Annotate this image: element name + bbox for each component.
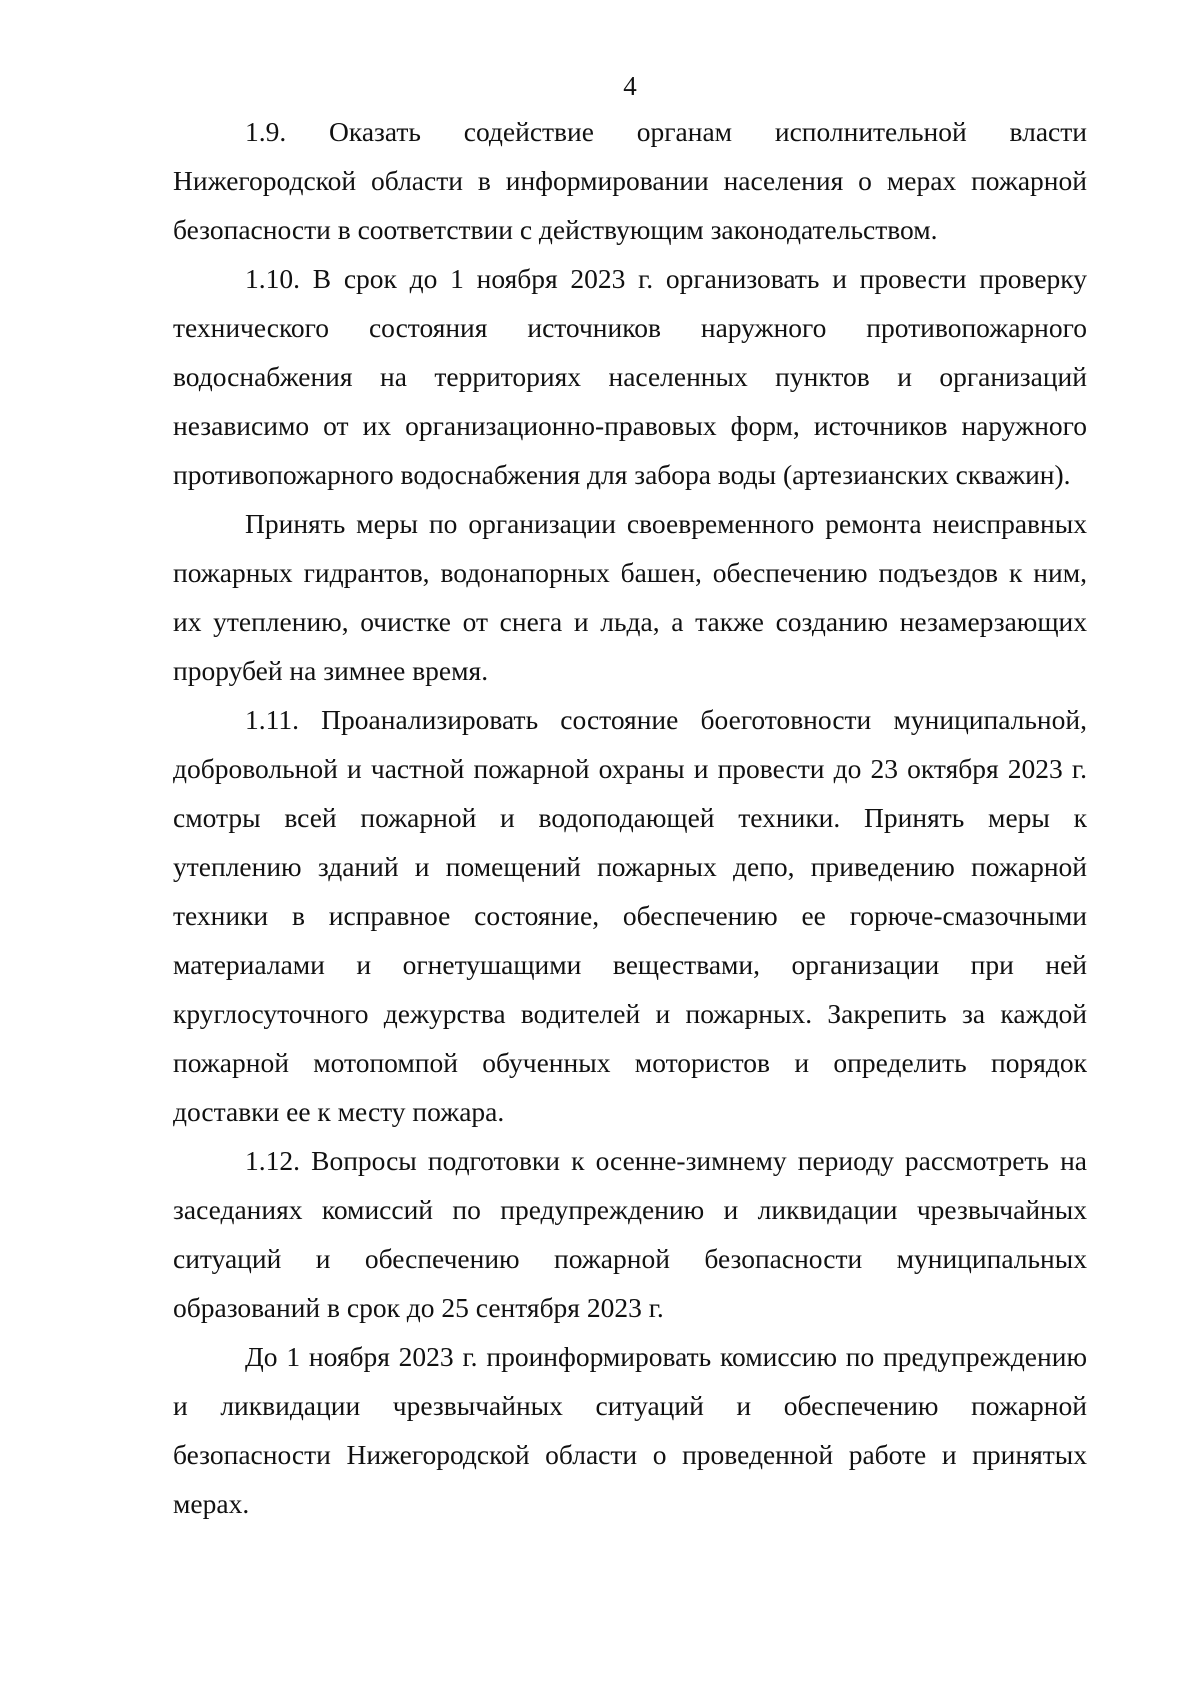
page-number: 4 [623, 71, 637, 101]
paragraph-1-9: 1.9. Оказать содействие органам исполнительной власти Нижегородской области в информировании населения о мерах пожарной безопасности в соответствии с действующим законодательством. [173, 116, 1087, 245]
paragraph-1-12-continued: До 1 ноября 2023 г. проинформировать комиссию по предупреждению и ликвидации чрезвычайных ситуаций и обеспечению пожарной безопасности Нижегородской области о проведенной работе и принятых мерах. [173, 1341, 1087, 1519]
paragraph-1-12: 1.12. Вопросы подготовки к осенне-зимнему периоду рассмотреть на заседаниях комиссий по предупреждению и ликвидации чрезвычайных ситуаций и обеспечению пожарной безопасности муниципальных образований в срок до 25 сентября 2023 г. [173, 1145, 1087, 1323]
paragraph-1-10: 1.10. В срок до 1 ноября 2023 г. организовать и провести проверку технического состояния источников наружного противопожарного водоснабжения на территориях населенных пунктов и организаций независимо от их организационно-правовых форм, источников наружного противопожарного водоснабжения для забора воды (артезианских скважин). [173, 263, 1087, 490]
paragraph-1-11: 1.11. Проанализировать состояние боеготовности муниципальной, добровольной и частной пожарной охраны и провести до 23 октября 2023 г. смотры всей пожарной и водоподающей техники. Принять меры к утеплению зданий и помещений пожарных депо, приведению пожарной техники в исправное состояние, обеспечению ее горюче-смазочными материалами и огнетушащими веществами, организации при ней круглосуточного дежурства водителей и пожарных. Закрепить за каждой пожарной мотопомпой обученных мотористов и определить порядок доставки ее к месту пожара. [173, 704, 1087, 1127]
document-body [173, 107, 1087, 1528]
paragraph-1-10-continued: Принять меры по организации своевременного ремонта неисправных пожарных гидрантов, водонапорных башен, обеспечению подъездов к ним, их утеплению, очистке от снега и льда, а также созданию незамерзающих прорубей на зимнее время. [173, 508, 1087, 686]
